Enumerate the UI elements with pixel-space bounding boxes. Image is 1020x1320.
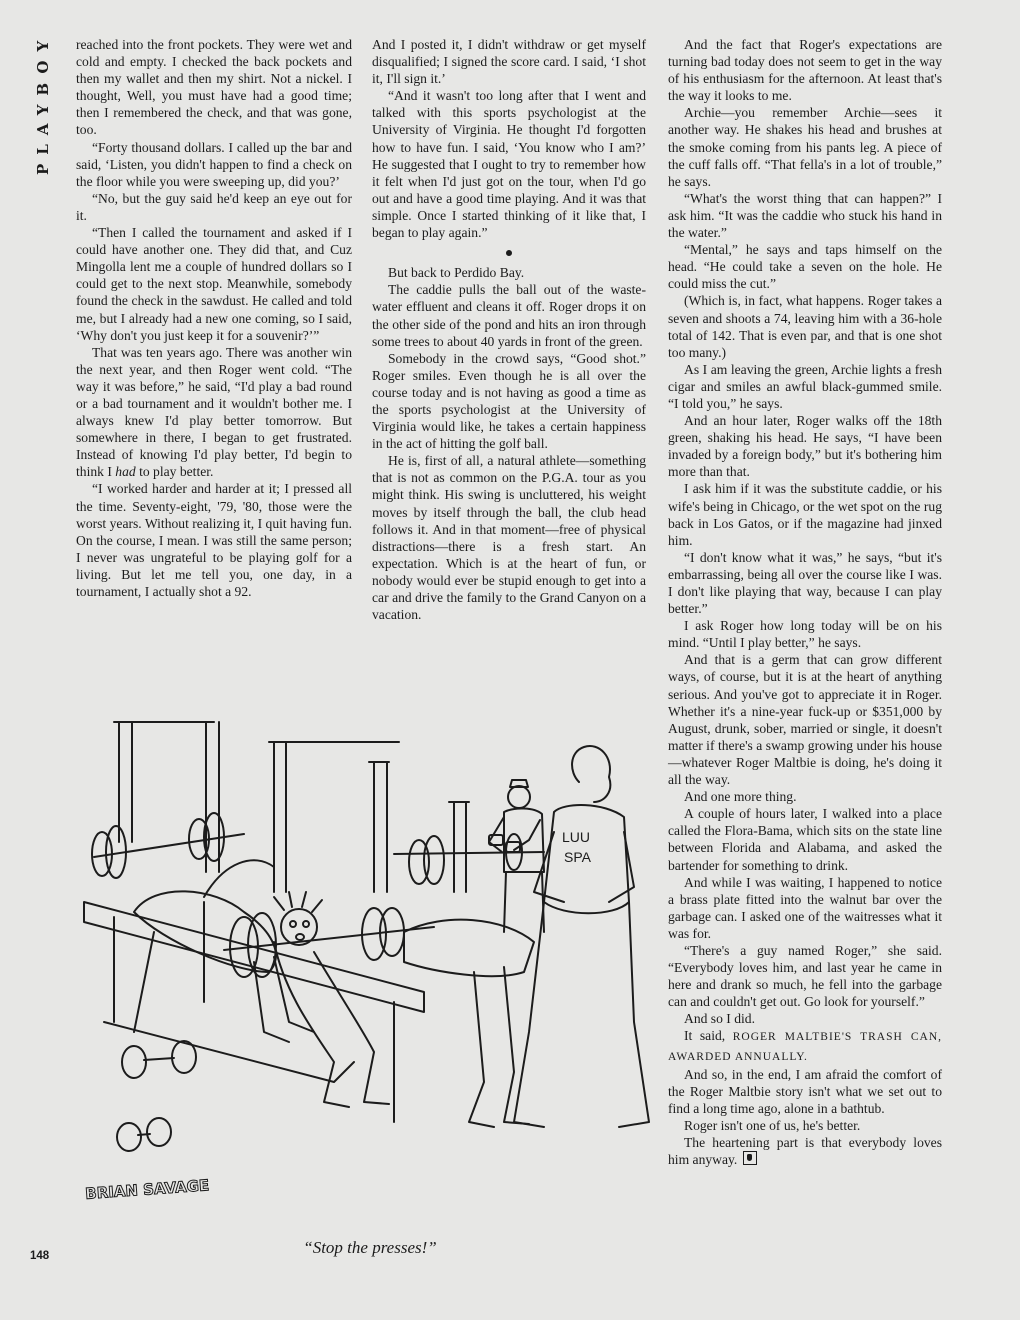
paragraph-text: That was ten years ago. There was another win the next year, and then Roger went cold. “The way it was before,” he said, “I'd play a bad round or a bad tournament and it wouldn't bother me. I always knew I'd play better tomorrow. But somewhere in there, I began to get frustrated. Instead of knowing I'd play better, I'd begin to think I bbox=[76, 344, 352, 480]
paragraph: “Then I called the tournament and asked if I could have another one. They did that, and Cuz Mingolla lent me a couple of hundred dollars so I could get to the next stop. Meanwhile, somebody found the check in the sawdust. He called and told me, but I already had a new one coming, so I said, ‘Why don't you just keep it for a souvenir?’” bbox=[76, 225, 352, 343]
paragraph: “There's a guy named Roger,” she said. “Everybody loves him, and last year he came in here and drank so much, he fell into the garbage can and couldn't get out. Go look for yourself.” bbox=[668, 942, 942, 1010]
paragraph: “What's the worst thing that can happen?” I ask him. “It was the caddie who stuck his hand in the water.” bbox=[668, 190, 942, 241]
signature-mark bbox=[82, 1172, 210, 1232]
column-2 bbox=[372, 36, 646, 623]
paragraph-text: It said, bbox=[684, 1028, 726, 1044]
paragraph: And while I was waiting, I happened to notice a brass plate fitted into the walnut bar over the garbage can. I asked one of the waitresses what it was for. bbox=[668, 874, 942, 941]
emphasis: had bbox=[115, 464, 136, 480]
paragraph-text: The heartening part is that everybody loves him anyway. bbox=[668, 1135, 942, 1168]
shirt-text-line1: LUU bbox=[562, 829, 591, 845]
paragraph: Somebody in the crowd says, “Good shot.” Roger smiles. Even though he is all over the course today and is not having as good a time as the sports psychologist at the University of Virginia would like, he takes a certain happiness in the act of hitting the golf ball. bbox=[372, 350, 646, 452]
artist-signature bbox=[82, 1172, 210, 1232]
paragraph: As I am leaving the green, Archie lights a fresh cigar and smiles an awful black-gummed smile. “I told you,” he says. bbox=[668, 361, 942, 411]
paragraph: Roger isn't one of us, he's better. bbox=[684, 1117, 861, 1133]
paragraph: And the fact that Roger's expectations are turning bad today does not seem to get in the way of his enthusiasm for the afternoon. At least that's the way it looks to me. bbox=[668, 37, 942, 104]
paragraph: “No, but the guy said he'd keep an eye out for it. bbox=[76, 190, 352, 223]
paragraph-text: to play better. bbox=[139, 464, 214, 480]
brass-plate-text: ROGER MALTBIE'S TRASH CAN, AWARDED ANNUALLY. bbox=[668, 1031, 943, 1063]
paragraph bbox=[668, 1027, 942, 1065]
paragraph: I ask him if it was the substitute caddie, or his wife's being in Chicago, or the wet spot on the rug back in Los Gatos, or if the magazine had jinxed him. bbox=[668, 481, 942, 548]
paragraph: reached into the front pockets. They were wet and cold and empty. I checked the back pockets and then my wallet and then my shirt. Not a nickel. I thought, Well, you must have had a good time; then I remembered the check, and that was gone, too. bbox=[76, 37, 352, 138]
paragraph: He is, first of all, a natural athlete—something that is not as common on the P.G.A. tour as you might think. His swing is uncluttered, his weight moves by itself through the ball, the club head follows it. And in that moment—free of physical distractions—there is a fresh start. An expectation. Which is at the heart of fun, or nobody would ever be stupid enough to get into a car and drive the family to the Grand Canyon on a vacation. bbox=[372, 453, 646, 623]
end-mark-icon bbox=[743, 1151, 757, 1165]
paragraph bbox=[668, 1134, 942, 1168]
paragraph: “I worked harder and harder at it; I pressed all the time. Seventy-eight, '79, '80, those were the worst years. Without realizing it, I quit having fun. On the course, I mean. I was still the same person; I never was ungrateful to be playing golf for a living. But let me tell you, one day, in a tournament, I actually shot a 92. bbox=[76, 481, 352, 599]
paragraph: And an hour later, Roger walks off the 18th green, shaking his head. He says, “I have been invaded by a foreign body,” but it's bothering him more than that. bbox=[668, 413, 942, 480]
masthead bbox=[28, 30, 54, 190]
paragraph: “I don't know what it was,” he says, “but it's embarrassing, being all over the course like I was. I don't like playing that way, because I can play better.” bbox=[668, 549, 942, 617]
barbell-left bbox=[92, 813, 244, 878]
bench bbox=[84, 902, 424, 1122]
power-rack bbox=[114, 722, 219, 1002]
dumbbell-man bbox=[489, 780, 544, 932]
startled-lifter bbox=[274, 892, 389, 1107]
paragraph: And that is a germ that can grow different ways, of course, but it is at the heart of anything serious. And you've got to appreciate it in Roger. Whether it's a nine-year fuck-up or $351,000 by August, drunk, sober, married or single, it doesn't matter if there's a swamp growing under his house—whatever Roger Maltbie is doing, he's doing it all the way. bbox=[668, 652, 942, 788]
paragraph: The caddie pulls the ball out of the waste-water effluent and cleans it off. Roger drops it on the other side of the pond and hits an iron through some trees to about 40 yards in front of the green. bbox=[372, 282, 646, 349]
rack-right bbox=[449, 802, 469, 892]
paragraph: Archie—you remember Archie—sees it another way. He shakes his head and brushes at the smoke coming from his pants leg. A piece of the cuff falls off. “That fella's in a lot of trouble,” he says. bbox=[668, 105, 942, 189]
barbell-right bbox=[394, 834, 544, 884]
paragraph: “Mental,” he says and taps himself on the head. “He could take a seven on the hole. He could miss the cut.” bbox=[668, 242, 942, 292]
paragraph: And one more thing. bbox=[684, 789, 797, 805]
paragraph: And I posted it, I didn't withdraw or get myself disqualified; I signed the score card. I said, ‘I shot it, I'll sign it.’ bbox=[372, 37, 646, 87]
paragraph: “And it wasn't too long after that I went and talked with this sports psychologist at the University of Virginia. He thought I'd forgotten how to have fun. I said, ‘You know who I am?’ He suggested that I ought to try to remember how it felt when I'd just got on the tour, when I'd go out and have a good time playing. And it was that simple. Once I started thinking of it like that, I began to play again.” bbox=[372, 88, 646, 241]
column-1 bbox=[76, 36, 352, 600]
paragraph: (Which is, in fact, what happens. Roger takes a seven and shoots a 74, leaving him with a 36-hole total of 142. That is even par, and that is one shot too many.) bbox=[668, 293, 942, 360]
lifter-right bbox=[404, 920, 534, 1127]
section-separator bbox=[372, 243, 646, 260]
paragraph: And so, in the end, I am afraid the comfort of the Roger Maltbie story isn't what we set out to find a long time ago, alone in a bathtub. bbox=[668, 1066, 942, 1116]
gym-cartoon bbox=[74, 702, 654, 1232]
paragraph: And so I did. bbox=[684, 1011, 755, 1027]
column-3 bbox=[668, 36, 942, 1168]
paragraph: “Forty thousand dollars. I called up the bar and said, ‘Listen, you didn't happen to find a check on the floor while you were sweeping up, did you?’ bbox=[76, 139, 352, 189]
paragraph: I ask Roger how long today will be on his mind. “Until I play better,” he says. bbox=[668, 618, 942, 651]
paragraph: A couple of hours later, I walked into a place called the Flora-Bama, which sits on the state line between Florida and Alabama, and asked the bartender for something to drink. bbox=[668, 806, 942, 873]
masthead-text: PLAYBOY bbox=[34, 31, 52, 175]
signature-text: BRIAN SAVAGE bbox=[84, 1176, 210, 1203]
shirt-text-line2: SPA bbox=[564, 849, 591, 865]
cartoon-caption: “Stop the presses!” bbox=[303, 1238, 437, 1257]
paragraph: But back to Perdido Bay. bbox=[388, 265, 525, 281]
rack-middle bbox=[269, 742, 399, 892]
page-number: 148 bbox=[30, 1250, 50, 1262]
floor-dumbbells bbox=[117, 1041, 196, 1151]
paragraph bbox=[76, 344, 352, 481]
spa-attendant bbox=[514, 746, 649, 1127]
